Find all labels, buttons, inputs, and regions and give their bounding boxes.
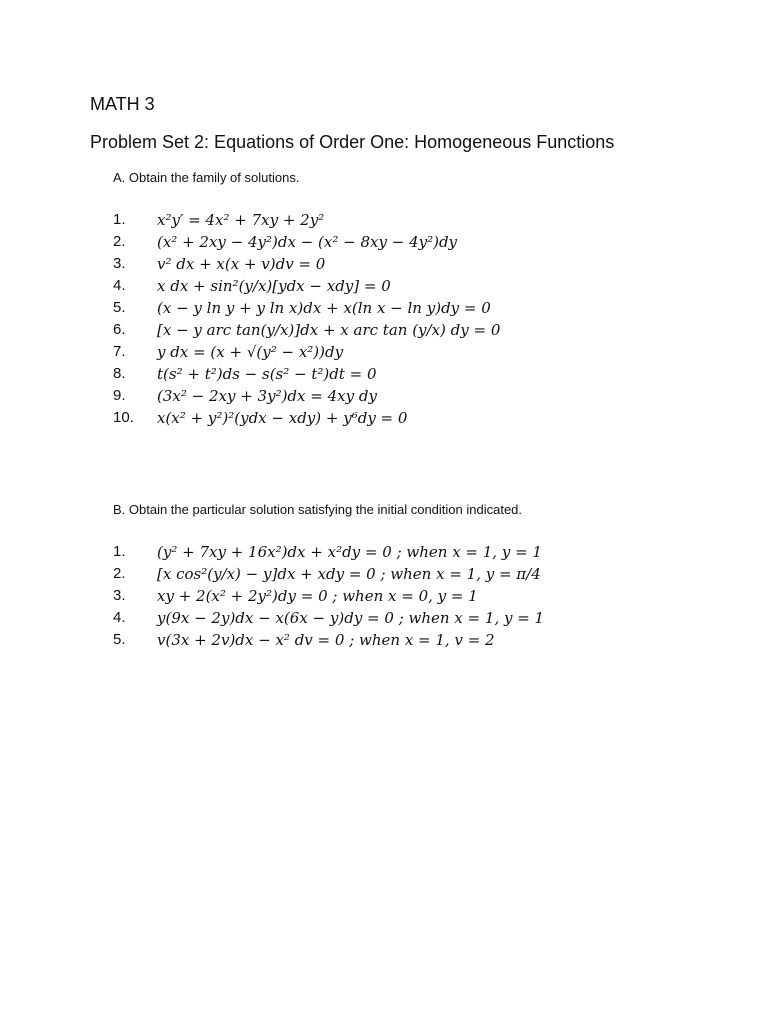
section-a-heading: A. Obtain the family of solutions. <box>113 170 300 185</box>
item-number: 5. <box>113 631 126 648</box>
item-number: 1. <box>113 211 126 228</box>
equation: x dx + sin²(y/x)[ydx − xdy] = 0 <box>157 277 391 295</box>
item-number: 8. <box>113 365 126 382</box>
item-number: 9. <box>113 387 126 404</box>
equation: [x cos²(y/x) − y]dx + xdy = 0 ; when x = 1, y = π/4 <box>157 565 541 583</box>
equation: t(s² + t²)ds − s(s² − t²)dt = 0 <box>157 365 377 383</box>
equation: [x − y arc tan(y/x)]dx + x arc tan (y/x) dy = 0 <box>157 321 501 339</box>
section-b-heading: B. Obtain the particular solution satisfying the initial condition indicated. <box>113 502 523 517</box>
item-number: 4. <box>113 609 126 626</box>
item-number: 1. <box>113 543 126 560</box>
course-heading: MATH 3 <box>90 94 155 114</box>
equation: (y² + 7xy + 16x²)dx + x²dy = 0 ; when x = 1, y = 1 <box>157 543 542 561</box>
equation: v(3x + 2v)dx − x² dv = 0 ; when x = 1, v = 2 <box>157 631 495 649</box>
equation: (x² + 2xy − 4y²)dx − (x² − 8xy − 4y²)dy <box>157 233 458 251</box>
item-number: 5. <box>113 299 126 316</box>
equation: (3x² − 2xy + 3y²)dx = 4xy dy <box>157 387 377 405</box>
item-number: 10. <box>113 409 134 426</box>
item-number: 7. <box>113 343 126 360</box>
problem-set-title: Problem Set 2: Equations of Order One: Homogeneous Functions <box>90 132 615 152</box>
equation: y(9x − 2y)dx − x(6x − y)dy = 0 ; when x = 1, y = 1 <box>157 609 545 627</box>
equation: (x − y ln y + y ln x)dx + x(ln x − ln y)dy = 0 <box>157 299 491 317</box>
equation: y dx = (x + √(y² − x²))dy <box>157 343 344 361</box>
equation: x²y′ = 4x² + 7xy + 2y² <box>157 211 325 229</box>
equation: v² dx + x(x + v)dv = 0 <box>157 255 326 273</box>
item-number: 3. <box>113 255 126 272</box>
equation: x(x² + y²)²(ydx − xdy) + y⁶dy = 0 <box>157 409 408 427</box>
item-number: 6. <box>113 321 126 338</box>
item-number: 2. <box>113 565 126 582</box>
item-number: 2. <box>113 233 126 250</box>
item-number: 3. <box>113 587 126 604</box>
item-number: 4. <box>113 277 126 294</box>
equation: xy + 2(x² + 2y²)dy = 0 ; when x = 0, y = 1 <box>157 587 478 605</box>
